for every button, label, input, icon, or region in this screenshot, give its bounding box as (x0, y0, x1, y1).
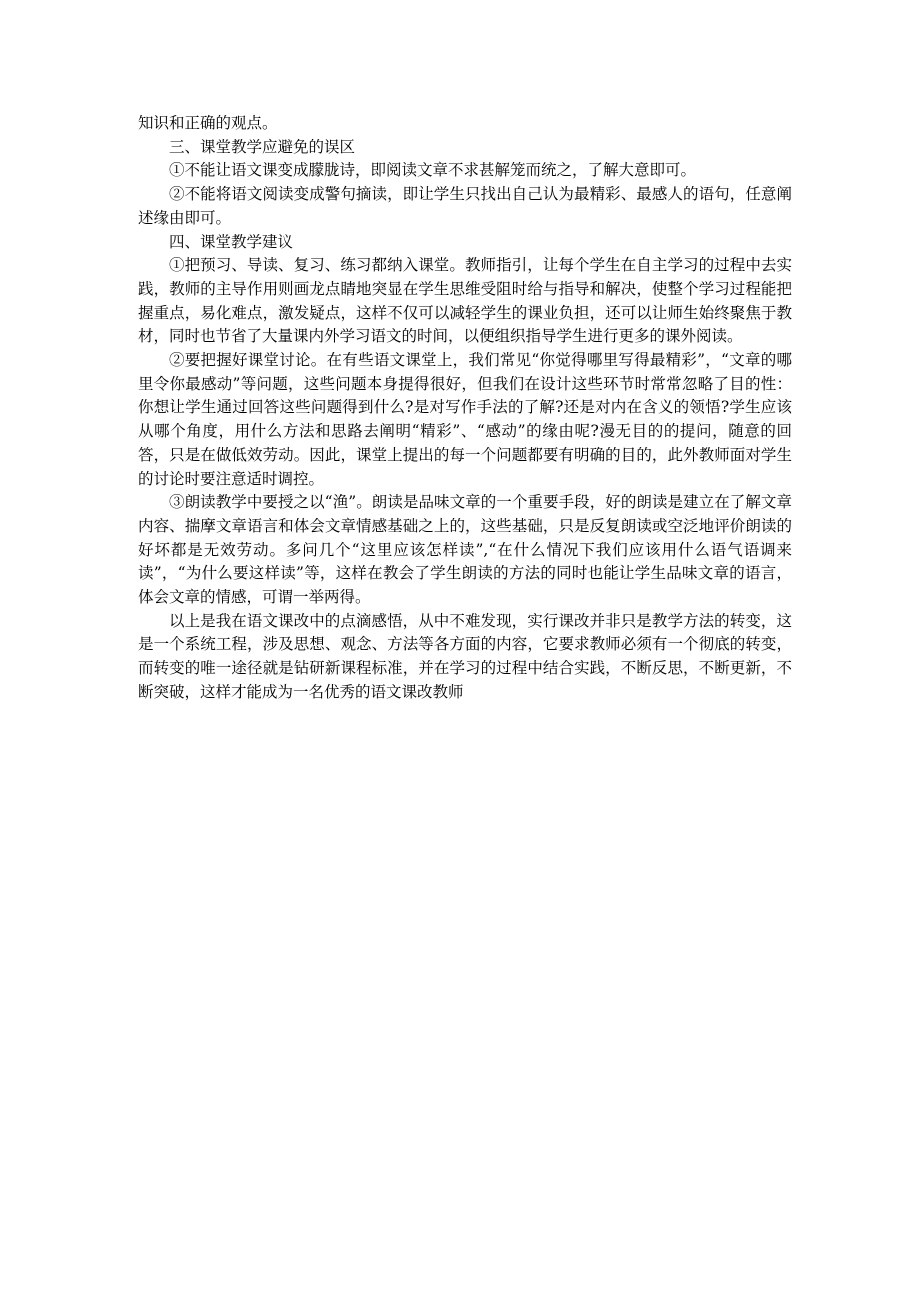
paragraph-suggestion-1: ①把预习、导读、复习、练习都纳入课堂。教师指引，让每个学生在自主学习的过程中去实践，教师的主导作用则画龙点睛地突显在学生思维受阻时给与指导和解决，使整个学习过程能把握重点，易化难点，激发疑点，这样不仅可以减轻学生的课业负担，还可以让师生始终聚焦于教材，同时也节省了大量课内外学习语文的时间，以便组织指导学生进行更多的课外阅读。 (138, 256, 792, 346)
paragraph-suggestion-3: ③朗读教学中要授之以“渔”。朗读是品味文章的一个重要手段，好的朗读是建立在了解文章内容、揣摩文章语言和体会文章情感基础之上的，这些基础，只是反复朗读或空泛地评价朗读的好坏都是无效劳动。多问几个“这里应该怎样读”,“在什么情况下我们应该用什么语气语调来读”，“为什么要这样读”等，这样在教会了学生朗读的方法的同时也能让学生品味文章的语言，体会文章的情感，可谓一举两得。 (138, 493, 792, 607)
paragraph-continuation: 知识和正确的观点。 (138, 114, 278, 132)
section-heading-suggestions: 四、课堂教学建议 (169, 232, 294, 251)
paragraph-suggestion-2: ②要把握好课堂讨论。在有些语文课堂上，我们常见“你觉得哪里写得最精彩”，“文章的哪里令你最感动”等问题，这些问题本身提得很好，但我们在设计这些环节时常常忽略了目的性：你想让学生通过回答这些问题得到什么?是对写作手法的了解?还是对内在含义的领悟?学生应该从哪个角度，用什么方法和思路去阐明“精彩”、“感动”的缘由呢?漫无目的的提问，随意的回答，只是在做低效劳动。因此，课堂上提出的每一个问题都要有明确的目的，此外教师面对学生的讨论时要注意适时调控。 (138, 351, 792, 488)
paragraph-pitfall-2: ②不能将语文阅读变成警句摘读，即让学生只找出自己认为最精彩、最感人的语句，任意阐述缘由即可。 (138, 185, 792, 227)
section-heading-pitfalls: 三、课堂教学应避免的误区 (169, 137, 356, 156)
document-body (138, 112, 792, 705)
paragraph-pitfall-1: ①不能让语文课变成朦胧诗，即阅读文章不求甚解笼而统之，了解大意即可。 (169, 161, 697, 180)
paragraph-conclusion: 以上是我在语文课改中的点滴感悟，从中不难发现，实行课改并非只是教学方法的转变，这是一个系统工程，涉及思想、观念、方法等各方面的内容，它要求教师必须有一个彻底的转变，而转变的唯一途径就是钻研新课程标准，并在学习的过程中结合实践，不断反思，不断更新，不断突破，这样才能成为一名优秀的语文课改教师 (138, 611, 792, 701)
